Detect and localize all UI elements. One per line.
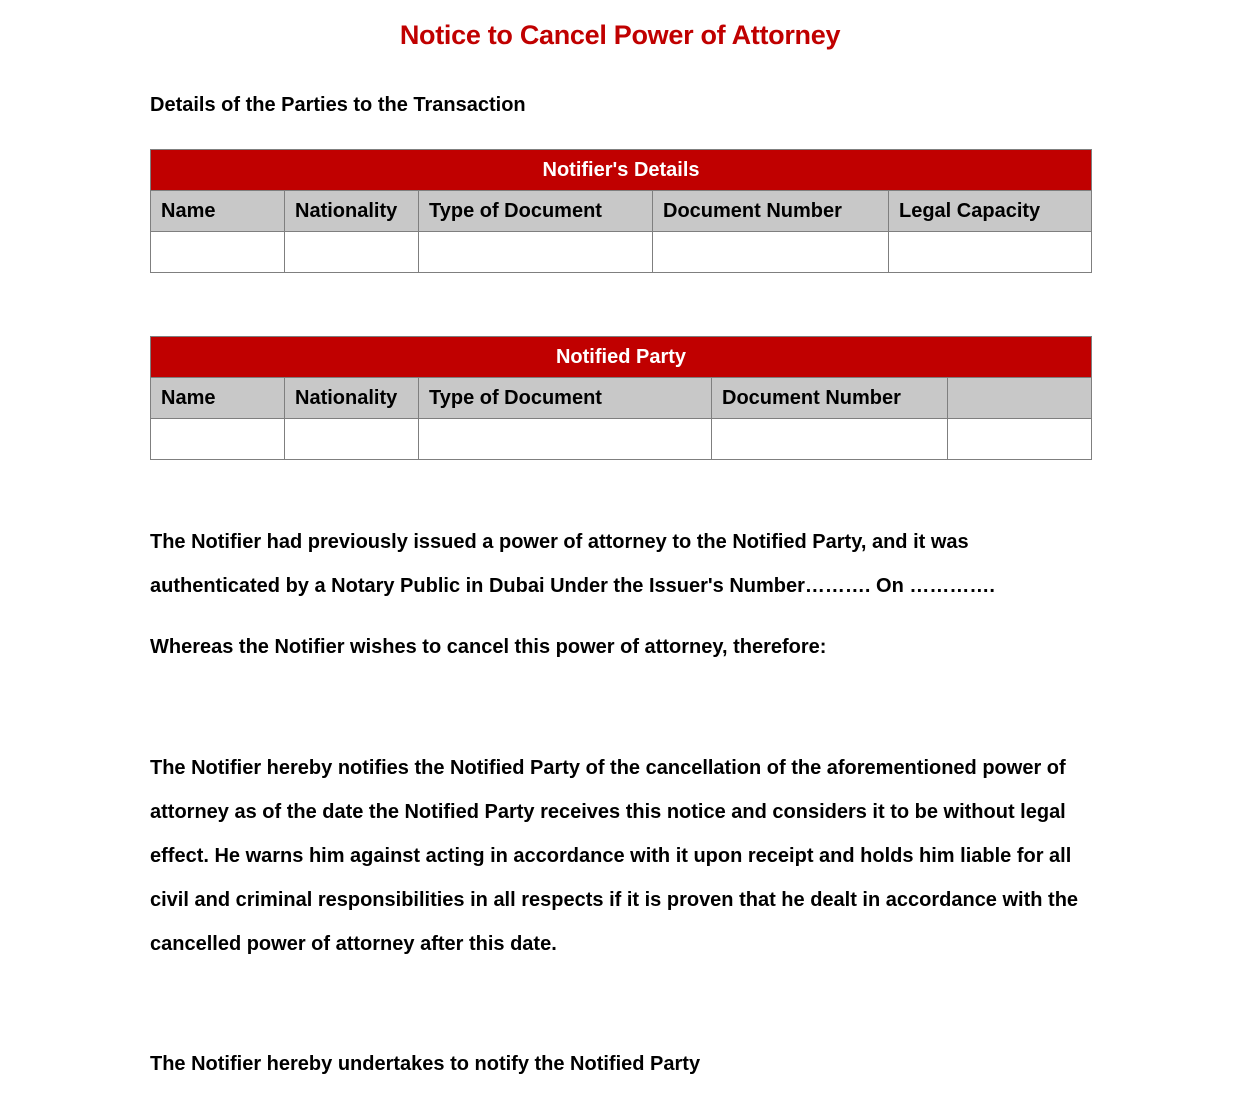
paragraph-whereas: Whereas the Notifier wishes to cancel this power of attorney, therefore: (150, 636, 827, 658)
notifier-document-type-cell[interactable] (419, 232, 653, 273)
notified-document-number-cell[interactable] (712, 419, 948, 460)
notified-table-banner: Notified Party (151, 337, 1092, 378)
notified-party-table (150, 336, 1092, 460)
notified-document-type-cell[interactable] (419, 419, 712, 460)
notifier-table-banner: Notifier's Details (151, 150, 1092, 191)
notified-nationality-cell[interactable] (285, 419, 419, 460)
column-header-document-type: Type of Document (419, 378, 712, 419)
column-header-document-number: Document Number (712, 378, 948, 419)
column-header-nationality: Nationality (285, 191, 419, 232)
paragraph-previous-issuance: The Notifier had previously issued a power of attorney to the Notified Party, and it was authenticated by a Notary Public in Dubai Under the Issuer's Number………. On …………. (150, 531, 995, 597)
column-header-nationality: Nationality (285, 378, 419, 419)
column-header-name: Name (151, 378, 285, 419)
notifier-table-header-row (151, 191, 1092, 232)
column-header-blank (948, 378, 1092, 419)
column-header-legal-capacity: Legal Capacity (889, 191, 1092, 232)
column-header-document-number: Document Number (653, 191, 889, 232)
notifier-name-cell[interactable] (151, 232, 285, 273)
column-header-document-type: Type of Document (419, 191, 653, 232)
notifier-document-number-cell[interactable] (653, 232, 889, 273)
notified-table-banner-row (151, 337, 1092, 378)
notifier-table-banner-row (151, 150, 1092, 191)
notifier-details-table (150, 149, 1092, 273)
notified-table-row (151, 419, 1092, 460)
notifier-legal-capacity-cell[interactable] (889, 232, 1092, 273)
paragraph-undertaking: The Notifier hereby undertakes to notify the Notified Party (150, 1053, 701, 1075)
notifier-table-row (151, 232, 1092, 273)
notified-name-cell[interactable] (151, 419, 285, 460)
page-title: Notice to Cancel Power of Attorney (399, 20, 841, 50)
notifier-nationality-cell[interactable] (285, 232, 419, 273)
column-header-name: Name (151, 191, 285, 232)
section-heading: Details of the Parties to the Transaction (150, 94, 526, 116)
notified-table-header-row (151, 378, 1092, 419)
paragraph-cancellation-notice: The Notifier hereby notifies the Notified Party of the cancellation of the aforementioned power of attorney as of the date the Notified Party receives this notice and considers it to be without legal effect. He warns him against acting in accordance with it upon receipt and holds him liable for all civil and criminal responsibilities in all respects if it is proven that he dealt in accordance with the cancelled power of attorney after this date. (150, 757, 1079, 955)
notified-extra-cell[interactable] (948, 419, 1092, 460)
